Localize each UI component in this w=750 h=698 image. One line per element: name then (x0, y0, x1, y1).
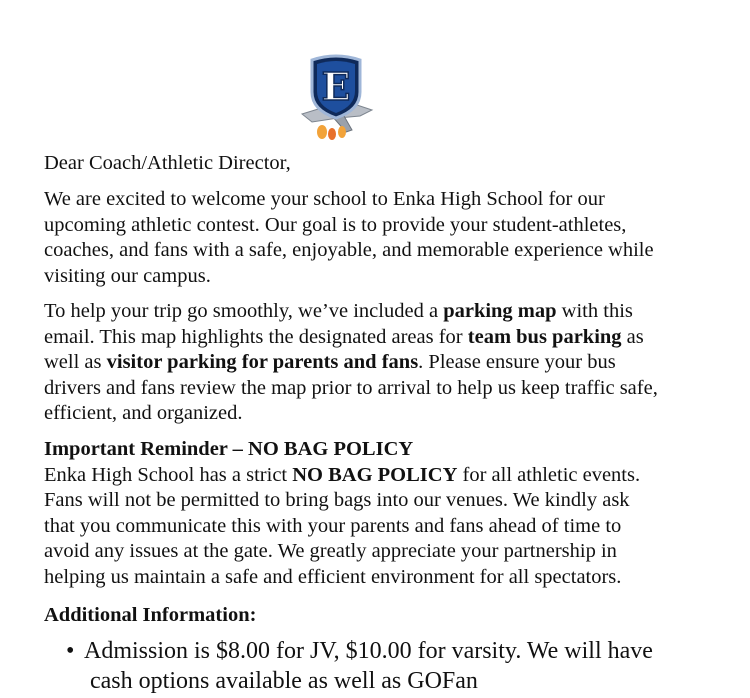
parking-map-emphasis: parking map (443, 300, 557, 322)
bag-policy-line (44, 463, 724, 489)
visitor-parking-emphasis: visitor parking for parents and fans (106, 351, 419, 373)
bag-policy-heading: Important Reminder – NO BAG POLICY (44, 438, 414, 460)
school-logo (298, 52, 374, 140)
salutation: Dear Coach/Athletic Director, (44, 152, 291, 174)
logo-letter: E (321, 64, 351, 109)
parking-text: To help your trip go smoothly, we’ve included a (44, 300, 444, 322)
parking-line (44, 350, 724, 376)
bag-policy-line: helping us maintain a safe and efficient environment for all spectators. (44, 565, 622, 588)
list-item (66, 636, 706, 696)
welcome-line: upcoming athletic contest. Our goal is to provide your student-athletes, (44, 213, 627, 236)
parking-text: email. This map highlights the designated areas for (44, 325, 468, 348)
bag-policy-paragraph (44, 437, 724, 590)
parking-paragraph (44, 299, 724, 427)
parking-line (44, 325, 724, 351)
bag-policy-line: avoid any issues at the gate. We greatly appreciate your partnership in (44, 540, 617, 562)
bag-policy-text: for all athletic events. (457, 463, 641, 486)
admission-line: cash options available as well as GOFan (90, 668, 478, 694)
no-bag-policy-emphasis: NO BAG POLICY (292, 463, 458, 486)
welcome-line: visiting our campus. (44, 264, 211, 287)
team-bus-parking-emphasis: team bus parking (467, 325, 622, 348)
parking-text: as (621, 325, 644, 348)
bag-policy-line: Fans will not be permitted to bring bags into our venues. We kindly ask (44, 489, 630, 511)
welcome-paragraph (44, 187, 724, 289)
bag-policy-text: Enka High School has a strict (44, 463, 293, 486)
parking-text: . Please ensure your bus (418, 351, 616, 373)
bullet-icon: • (66, 638, 75, 664)
eagle-e-shield-icon (298, 52, 374, 140)
admission-line: Admission is $8.00 for JV, $10.00 for varsity. We will have (84, 638, 653, 664)
parking-text: well as (44, 351, 107, 373)
additional-info-heading: Additional Information: (44, 604, 257, 626)
parking-text: with this (556, 300, 633, 322)
welcome-line: coaches, and fans with a safe, enjoyable, and memorable experience while (44, 239, 654, 261)
welcome-line: We are excited to welcome your school to Enka High School for our (44, 188, 605, 210)
bag-policy-line: that you communicate this with your parents and fans ahead of time to (44, 514, 622, 537)
parking-line (44, 299, 724, 325)
additional-info-list (66, 636, 706, 696)
parking-line: efficient, and organized. (44, 402, 243, 424)
parking-line: drivers and fans review the map prior to arrival to help us keep traffic safe, (44, 376, 658, 399)
